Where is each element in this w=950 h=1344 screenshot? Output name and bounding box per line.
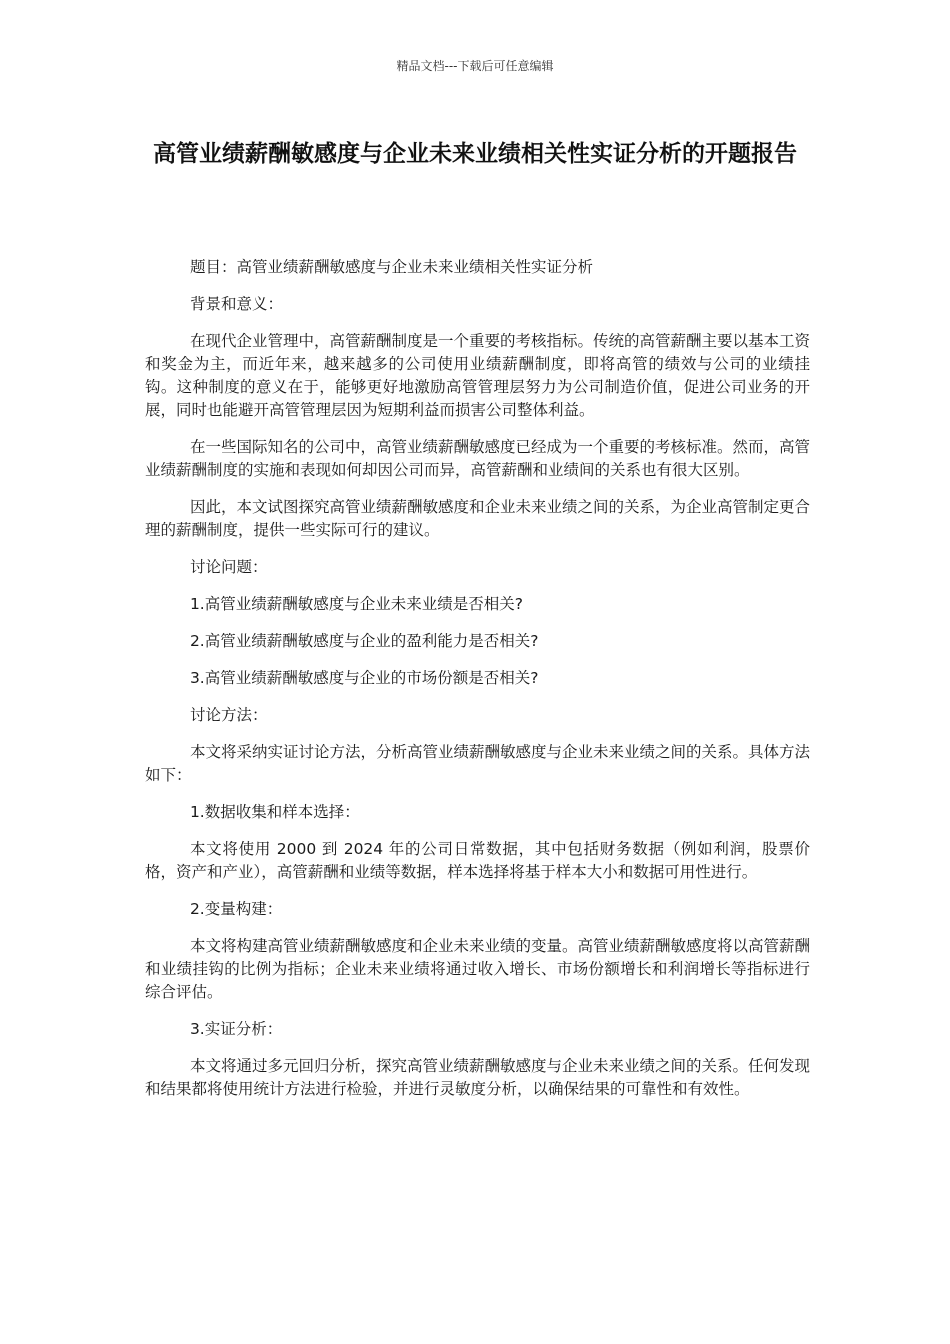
question-3: 3.高管业绩薪酬敏感度与企业的市场份额是否相关?: [189, 669, 539, 687]
heading-data-collection: 1.数据收集和样本选择：: [189, 803, 360, 821]
paragraph-variables: 本文将构建高管业绩薪酬敏感度和企业未来业绩的变量。高管业绩薪酬敏感度将以高管薪酬和业绩挂钩的比例为指标；企业未来业绩将通过收入增长、市场份额增长和利润增长等指标进行综合评估。: [145, 937, 810, 1001]
heading-empirical-analysis: 3.实证分析：: [189, 1020, 283, 1038]
heading-variables: 2.变量构建：: [189, 900, 283, 918]
heading-background: 背景和意义：: [189, 295, 283, 313]
header-note: 精品文档---下载后可任意编辑: [396, 59, 554, 73]
paragraph-background-2: 在一些国际知名的公司中，高管业绩薪酬敏感度已经成为一个重要的考核标准。然而，高管业绩薪酬制度的实施和表现如何却因公司而异，高管薪酬和业绩间的关系也有很大区别。: [145, 438, 810, 479]
paragraph-background-3: 因此，本文试图探究高管业绩薪酬敏感度和企业未来业绩之间的关系，为企业高管制定更合理的薪酬制度，提供一些实际可行的建议。: [145, 498, 810, 539]
document-title: 高管业绩薪酬敏感度与企业未来业绩相关性实证分析的开题报告: [153, 141, 797, 167]
paragraph-empirical-analysis: 本文将通过多元回归分析，探究高管业绩薪酬敏感度与企业未来业绩之间的关系。任何发现和结果都将使用统计方法进行检验，并进行灵敏度分析，以确保结果的可靠性和有效性。: [145, 1057, 810, 1098]
question-2: 2.高管业绩薪酬敏感度与企业的盈利能力是否相关?: [189, 632, 539, 650]
heading-methods: 讨论方法：: [189, 706, 268, 724]
question-1: 1.高管业绩薪酬敏感度与企业未来业绩是否相关?: [189, 595, 523, 613]
document-body: [145, 256, 810, 1115]
paragraph-methods-intro: 本文将采纳实证讨论方法，分析高管业绩薪酬敏感度与企业未来业绩之间的关系。具体方法如下：: [145, 743, 810, 784]
paragraph-data-collection: 本文将使用 2000 到 2024 年的公司日常数据，其中包括财务数据（例如利润，股票价格，资产和产业），高管薪酬和业绩等数据，样本选择将基于样本大小和数据可用性进行。: [145, 840, 810, 881]
paragraph-topic: 题目：高管业绩薪酬敏感度与企业未来业绩相关性实证分析: [189, 258, 593, 276]
heading-questions: 讨论问题：: [189, 558, 268, 576]
paragraph-background-1: 在现代企业管理中，高管薪酬制度是一个重要的考核指标。传统的高管薪酬主要以基本工资和奖金为主，而近年来，越来越多的公司使用业绩薪酬制度，即将高管的绩效与公司的业绩挂钩。这种制度的意义在于，能够更好地激励高管管理层努力为公司制造价值，促进公司业务的开展，同时也能避开高管管理层因为短期利益而损害公司整体利益。: [145, 332, 810, 419]
